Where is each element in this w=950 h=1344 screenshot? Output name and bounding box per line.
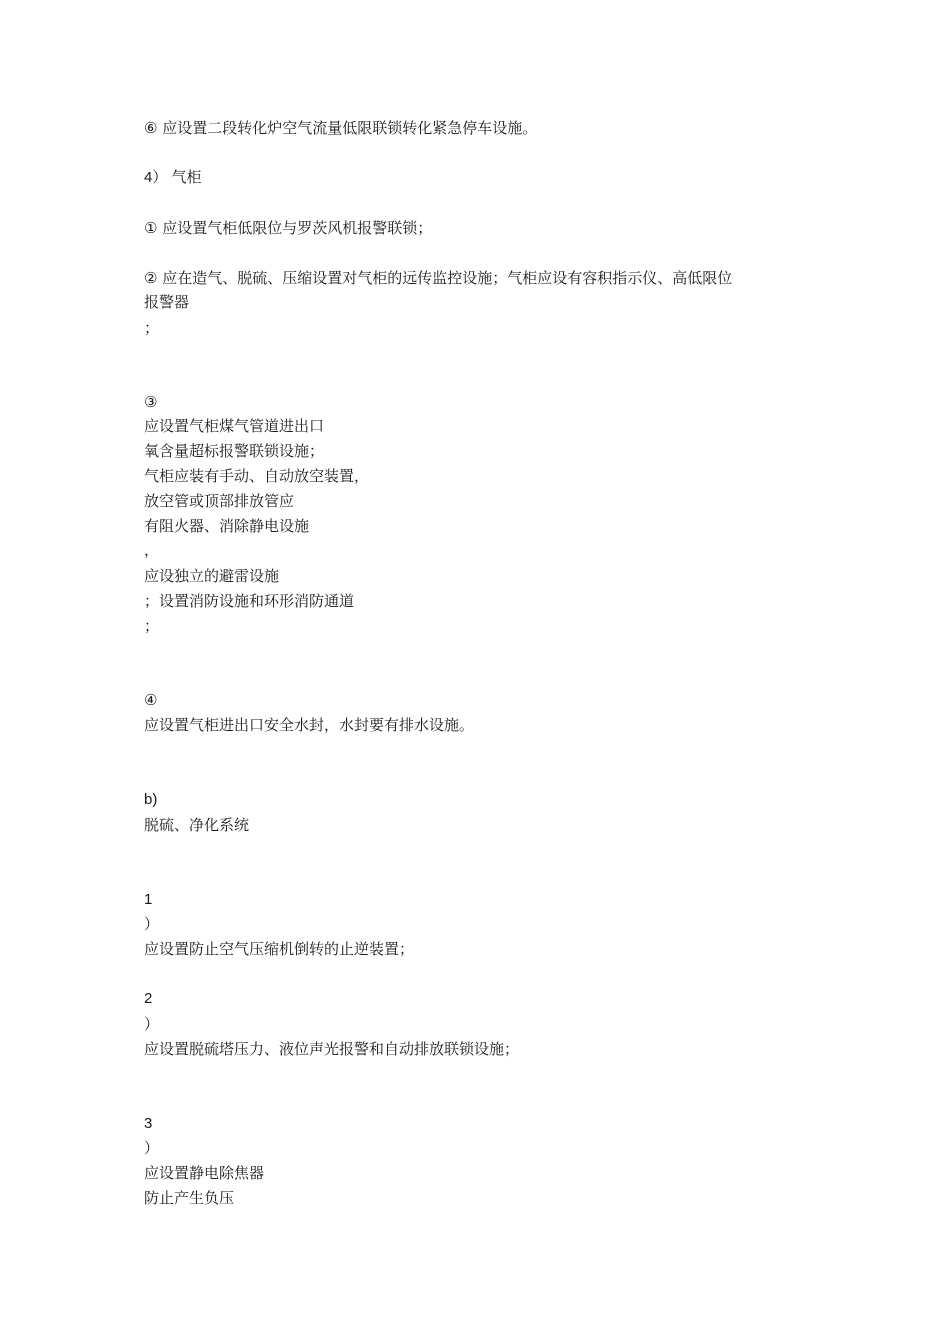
text-line-item-4-marker: ④ bbox=[144, 691, 158, 709]
text-line-item-3-marker: ③ bbox=[144, 393, 158, 411]
text-line: 报警器 bbox=[144, 293, 190, 311]
text-line: 有阻火器、消除静电设施 bbox=[144, 517, 310, 535]
section-label-b: b) bbox=[144, 791, 158, 808]
list-number-1: 1 bbox=[144, 891, 153, 908]
text-line: 氧含量超标报警联锁设施； bbox=[144, 442, 325, 460]
section-heading-gas-holder: 4） 气柜 bbox=[144, 169, 202, 186]
list-paren: ） bbox=[144, 1139, 160, 1157]
text-line: ， bbox=[144, 541, 160, 559]
list-number-3: 3 bbox=[144, 1115, 153, 1132]
text-line: 应设独立的避雷设施 bbox=[144, 567, 280, 585]
list-number-2: 2 bbox=[144, 990, 153, 1007]
text-line-item-2: ② 应在造气、脱硫、压缩设置对气柜的远传监控设施；气柜应设有容积指示仪、高低限位 bbox=[144, 269, 733, 287]
text-line: ；设置消防设施和环形消防通道 bbox=[144, 592, 355, 610]
list-paren: ） bbox=[144, 1015, 160, 1033]
text-line: 应设置静电除焦器 bbox=[144, 1164, 265, 1182]
text-line: 应设置脱硫塔压力、液位声光报警和自动排放联锁设施； bbox=[144, 1040, 520, 1058]
text-line: 应设置气柜进出口安全水封，水封要有排水设施。 bbox=[144, 716, 475, 734]
list-paren: ） bbox=[144, 915, 160, 933]
section-heading-desulfurization: 脱硫、净化系统 bbox=[144, 816, 250, 834]
text-line: 放空管或顶部排放管应 bbox=[144, 492, 295, 510]
text-line: 防止产生负压 bbox=[144, 1189, 235, 1207]
text-line-item-6: ⑥ 应设置二段转化炉空气流量低限联锁转化紧急停车设施。 bbox=[144, 119, 538, 137]
text-line: ； bbox=[144, 617, 160, 635]
text-line: 应设置气柜煤气管道进出口 bbox=[144, 417, 325, 435]
text-line-item-1: ① 应设置气柜低限位与罗茨风机报警联锁； bbox=[144, 219, 433, 237]
text-line: 气柜应装有手动、自动放空装置， bbox=[144, 467, 370, 485]
text-line: 应设置防止空气压缩机倒转的止逆装置； bbox=[144, 940, 415, 958]
text-line: ； bbox=[144, 319, 160, 337]
